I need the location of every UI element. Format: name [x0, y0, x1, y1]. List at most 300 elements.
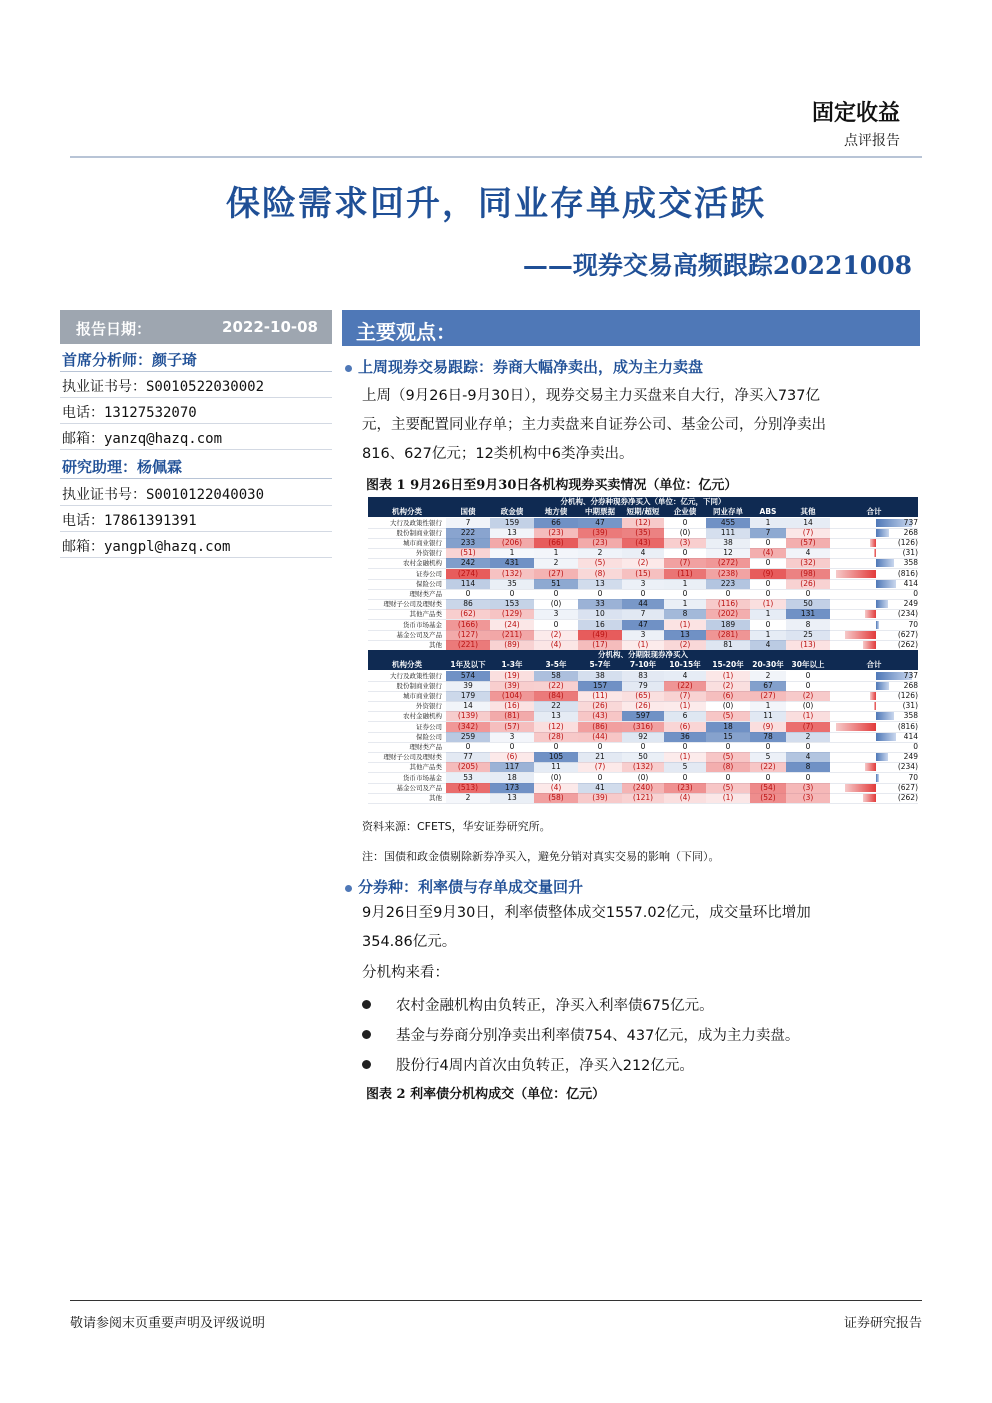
cell-value: (23) — [592, 537, 608, 547]
table-cell — [750, 528, 786, 538]
table-total-cell — [830, 599, 918, 609]
cell-value: (62) — [460, 609, 476, 619]
table-cell — [664, 528, 706, 538]
cell-value: (116) — [717, 599, 739, 609]
cell-value: 大行及政策性银行 — [390, 518, 442, 527]
cell-value: (7) — [802, 721, 814, 731]
table-cell — [664, 640, 706, 650]
table-cell — [578, 671, 622, 681]
cell-value: (17) — [592, 639, 608, 649]
cell-value: (35) — [635, 527, 651, 537]
cell-value: (31) — [902, 548, 918, 558]
table-cell — [622, 579, 664, 589]
table-cell — [578, 569, 622, 579]
cell-value: 其他 — [429, 640, 442, 649]
assistant-email[interactable] — [60, 532, 332, 558]
cell-value: 7 — [465, 517, 471, 527]
cell-value: 268 — [903, 680, 918, 690]
table-cell — [664, 548, 706, 558]
table-cell — [534, 671, 578, 681]
total-bar — [845, 784, 876, 792]
table-cell — [706, 518, 750, 528]
cell-value: 51 — [551, 578, 561, 588]
cell-value: (6) — [679, 721, 691, 731]
cell-value: 47 — [638, 619, 648, 629]
cell-value: (262) — [897, 792, 918, 802]
cell-value: (86) — [592, 721, 608, 731]
table-cell — [786, 711, 830, 721]
chief-analyst-name: 首席分析师：颜子琦 — [62, 351, 198, 369]
cell-value: 城市商业银行 — [403, 538, 442, 547]
point2-line-1: 9月26日至9月30日，利率债整体成交1557.02亿元，成交量环比增加 — [362, 905, 811, 921]
table-cell — [578, 589, 622, 599]
cell-value: (234) — [897, 762, 918, 772]
cell-value: 11 — [551, 762, 561, 772]
source-note: 资料来源：CFETS，华安证券研究所。 — [362, 820, 551, 833]
table-cell — [664, 518, 706, 528]
cell-value: 3 — [509, 731, 515, 741]
point2-line-2: 354.86亿元。 — [362, 934, 457, 950]
cell-value: (132) — [632, 762, 654, 772]
table-cell — [578, 773, 622, 783]
cell-value: 223 — [720, 578, 736, 588]
cell-value: 0 — [765, 772, 771, 782]
table-row-label — [368, 630, 446, 640]
table-header-row — [368, 507, 918, 517]
assistant-heading — [60, 452, 332, 479]
table-cell — [622, 538, 664, 548]
table-cell — [750, 752, 786, 762]
cell-value: 0 — [682, 741, 688, 751]
table-header-cell: 企业债 — [673, 507, 697, 516]
cell-value: 259 — [460, 731, 476, 741]
table-cell — [622, 609, 664, 619]
cell-value: 0 — [765, 588, 771, 598]
total-bar — [876, 621, 879, 629]
point1-heading — [345, 356, 703, 377]
cell-value: 0 — [913, 588, 918, 598]
table-cell — [622, 569, 664, 579]
page-title: 保险需求回升，同业存单成交活跃 — [226, 184, 766, 224]
table1-title: 分机构、分券种现券净买入（单位：亿元，下同） — [368, 497, 918, 507]
table-total-cell — [830, 783, 918, 793]
table-cell — [786, 620, 830, 630]
total-bar — [876, 580, 896, 588]
cell-value: (0) — [722, 701, 734, 711]
cell-value: 574 — [460, 670, 476, 680]
total-bar — [874, 549, 876, 557]
cell-value: (205) — [457, 762, 479, 772]
cell-value: 0 — [725, 588, 731, 598]
bullet-text-3: 股份行4周内首次由负转正，净买入212亿元。 — [396, 1058, 694, 1074]
table-cell — [446, 742, 490, 752]
table-cell — [622, 620, 664, 630]
figure2-caption: 图表 2 利率债分机构成交（单位：亿元） — [366, 1087, 606, 1102]
table-cell — [664, 701, 706, 711]
analyst-email-link[interactable]: 邮箱：yanzq@hazq.com — [62, 431, 223, 447]
cell-value: (27) — [760, 690, 776, 700]
table-cell — [446, 599, 490, 609]
table-cell — [446, 732, 490, 742]
table-total-cell — [830, 609, 918, 619]
table-row-label — [368, 528, 446, 538]
table-cell — [578, 640, 622, 650]
assistant-email-link[interactable]: 邮箱：yangpl@hazq.com — [62, 539, 231, 555]
cell-value: (43) — [635, 537, 651, 547]
table-cell — [622, 783, 664, 793]
table-cell — [664, 762, 706, 772]
cell-value: (8) — [722, 762, 734, 772]
footer-divider — [70, 1300, 922, 1301]
table-cell — [534, 599, 578, 609]
cell-value: 0 — [805, 741, 811, 751]
table-cell — [664, 620, 706, 630]
table-total-cell — [830, 752, 918, 762]
table-cell — [446, 630, 490, 640]
cell-value: (126) — [897, 537, 918, 547]
table-row-label — [368, 538, 446, 548]
cell-value: 农村金融机构 — [403, 712, 442, 721]
table-cell — [786, 681, 830, 691]
table-total-cell — [830, 701, 918, 711]
cell-value: 0 — [465, 588, 471, 598]
table-cell — [490, 711, 534, 721]
assistant-cert-text: 执业证书号：S0010122040030 — [62, 487, 265, 503]
table-total-cell — [830, 691, 918, 701]
cell-value: 58 — [551, 670, 561, 680]
cell-value: 8 — [682, 609, 688, 619]
cell-value: (4) — [762, 548, 774, 558]
cell-value: (13) — [800, 639, 816, 649]
cell-value: 3 — [553, 609, 559, 619]
cell-value: (39) — [592, 527, 608, 537]
cell-value: 0 — [640, 741, 646, 751]
table-total-cell — [830, 762, 918, 772]
cell-value: 0 — [805, 680, 811, 690]
total-bar — [876, 753, 888, 761]
table-cell — [490, 722, 534, 732]
cell-value: (1) — [762, 599, 774, 609]
cell-value: (52) — [760, 792, 776, 802]
cell-value: 268 — [903, 527, 918, 537]
cell-value: 0 — [725, 772, 731, 782]
table-cell — [750, 569, 786, 579]
cell-value: 39 — [463, 680, 473, 690]
cell-value: 1 — [765, 629, 771, 639]
table-cell — [490, 732, 534, 742]
cell-value: (262) — [897, 639, 918, 649]
table-row-label — [368, 783, 446, 793]
cell-value: 8 — [805, 619, 811, 629]
cell-value: (12) — [548, 721, 564, 731]
table-cell — [706, 671, 750, 681]
table-cell — [490, 518, 534, 528]
table-cell — [664, 773, 706, 783]
table-cell — [786, 569, 830, 579]
table-cell — [534, 691, 578, 701]
cell-value: 0 — [805, 772, 811, 782]
table-cell — [622, 630, 664, 640]
cell-value: 0 — [765, 558, 771, 568]
table-header-cell: 同业存单 — [713, 507, 743, 516]
cell-value: (54) — [760, 782, 776, 792]
cell-value: 0 — [765, 741, 771, 751]
table-cell — [664, 558, 706, 568]
table-cell — [786, 640, 830, 650]
table-total-cell — [830, 773, 918, 783]
analyst-phone-text: 电话：13127532070 — [62, 405, 197, 421]
table-cell — [750, 773, 786, 783]
table-header-cell: 20-30年 — [752, 660, 784, 669]
cell-value: 大行及政策性银行 — [390, 671, 442, 680]
table-cell — [664, 681, 706, 691]
cell-value: (1) — [679, 619, 691, 629]
cell-value: (166) — [457, 619, 479, 629]
cell-value: 1 — [765, 517, 771, 527]
cell-value: 70 — [908, 619, 918, 629]
total-bar — [874, 702, 876, 710]
table-row-label — [368, 671, 446, 681]
table-cell — [664, 569, 706, 579]
cell-value: 0 — [597, 588, 603, 598]
cell-value: (132) — [501, 568, 523, 578]
table-cell — [446, 681, 490, 691]
total-bar — [870, 692, 876, 700]
table-cell — [446, 558, 490, 568]
cell-value: 4 — [682, 670, 688, 680]
cell-value: 13 — [551, 711, 561, 721]
table-header-cell: ABS — [759, 507, 777, 516]
cell-value: (65) — [635, 690, 651, 700]
cell-value: 0 — [682, 517, 688, 527]
cell-value: 105 — [548, 752, 564, 762]
table-cell — [578, 732, 622, 742]
cell-value: (39) — [592, 792, 608, 802]
cell-value: 5 — [765, 752, 771, 762]
cell-value: 86 — [463, 599, 473, 609]
cell-value: 0 — [805, 670, 811, 680]
table-cell — [786, 599, 830, 609]
table-cell — [534, 773, 578, 783]
table-cell — [490, 548, 534, 558]
table-cell — [578, 793, 622, 803]
cell-value: (5) — [594, 558, 606, 568]
cell-value: (126) — [897, 690, 918, 700]
table-cell — [664, 589, 706, 599]
table-cell — [664, 579, 706, 589]
cell-value: 189 — [720, 619, 736, 629]
table-cell — [750, 742, 786, 752]
table-cell — [750, 609, 786, 619]
analyst-cert-text: 执业证书号：S0010522030002 — [62, 379, 265, 395]
table-cell — [664, 691, 706, 701]
table-cell — [750, 732, 786, 742]
cell-value: (19) — [504, 670, 520, 680]
cell-value: 131 — [800, 609, 816, 619]
table-cell — [446, 589, 490, 599]
table-cell — [578, 609, 622, 619]
cell-value: 外资银行 — [416, 549, 442, 558]
cell-value: (240) — [632, 782, 654, 792]
cell-value: (9) — [762, 568, 774, 578]
cell-value: (4) — [550, 639, 562, 649]
table-cell — [706, 538, 750, 548]
table-cell — [622, 518, 664, 528]
cell-value: 358 — [903, 711, 918, 721]
cell-value: 保险公司 — [416, 579, 442, 588]
table-cell — [622, 640, 664, 650]
cell-value: 0 — [913, 741, 918, 751]
table-cell — [534, 732, 578, 742]
cell-value: (49) — [592, 629, 608, 639]
cell-value: 4 — [805, 752, 811, 762]
table2-title: 分机构、分期限现券净买入 — [368, 650, 918, 660]
table-cell — [786, 579, 830, 589]
table-cell — [786, 538, 830, 548]
cell-value: 35 — [507, 578, 517, 588]
cell-value: 38 — [595, 670, 605, 680]
total-bar — [836, 723, 876, 731]
table-row-label — [368, 589, 446, 599]
table-header-cell: 15-20年 — [712, 660, 744, 669]
table-header-cell: 1-3年 — [501, 660, 523, 669]
cell-value: 理财类产品 — [409, 742, 442, 751]
cell-value: 53 — [463, 772, 473, 782]
cell-value: 2 — [597, 548, 603, 558]
table-row-label — [368, 793, 446, 803]
cell-value: (3) — [679, 537, 691, 547]
table-cell — [706, 701, 750, 711]
table-cell — [706, 558, 750, 568]
table-cell — [534, 630, 578, 640]
point1-paragraph — [362, 382, 922, 469]
table-cell — [490, 752, 534, 762]
table-cell — [534, 538, 578, 548]
table-cell — [706, 528, 750, 538]
cell-value: (5) — [722, 711, 734, 721]
cell-value: (2) — [802, 690, 814, 700]
cell-value: 0 — [765, 619, 771, 629]
table-cell — [490, 773, 534, 783]
table-cell — [578, 620, 622, 630]
cell-value: 41 — [595, 782, 605, 792]
bullet-text-1: 农村金融机构由负转正，净买入利率债675亿元。 — [396, 998, 714, 1014]
cell-value: 157 — [592, 680, 608, 690]
table-total-cell — [830, 569, 918, 579]
table-cell — [578, 630, 622, 640]
total-bar — [863, 641, 876, 649]
cell-value: (281) — [717, 629, 739, 639]
cell-value: 242 — [460, 558, 476, 568]
chief-analyst-heading — [60, 345, 332, 372]
cell-value: 1 — [765, 609, 771, 619]
cell-value: 36 — [680, 731, 690, 741]
table-cell — [446, 548, 490, 558]
table-cell — [750, 640, 786, 650]
table-cell — [750, 681, 786, 691]
point2-paragraph — [362, 899, 922, 957]
cell-value: (272) — [717, 558, 739, 568]
table-cell — [490, 620, 534, 630]
table-header-cell: 5-7年 — [589, 660, 611, 669]
table-cell — [446, 722, 490, 732]
table-cell — [622, 599, 664, 609]
table-cell — [664, 671, 706, 681]
cell-value: 117 — [504, 762, 520, 772]
table-cell — [706, 773, 750, 783]
report-date-value: 2022-10-08 — [222, 318, 318, 336]
table-cell — [490, 538, 534, 548]
table-cell — [446, 671, 490, 681]
cell-value: (81) — [504, 711, 520, 721]
cell-value: 6 — [682, 711, 688, 721]
table-cell — [750, 518, 786, 528]
cell-value: (6) — [506, 752, 518, 762]
table-cell — [786, 752, 830, 762]
cell-value: 0 — [682, 548, 688, 558]
cell-value: 0 — [553, 619, 559, 629]
table-cell — [622, 732, 664, 742]
analyst-email[interactable] — [60, 424, 332, 450]
cell-value: (0) — [550, 772, 562, 782]
cell-value: 8 — [805, 762, 811, 772]
cell-value: 0 — [465, 741, 471, 751]
cell-value: 14 — [803, 517, 813, 527]
cell-value: (202) — [717, 609, 739, 619]
table-cell — [706, 722, 750, 732]
table-cell — [664, 609, 706, 619]
cell-value: (1) — [722, 670, 734, 680]
cell-value: (7) — [802, 527, 814, 537]
table-cell — [534, 548, 578, 558]
table-cell — [490, 681, 534, 691]
table-cell — [706, 579, 750, 589]
cell-value: (7) — [679, 558, 691, 568]
table-cell — [750, 558, 786, 568]
table-cell — [706, 640, 750, 650]
table-row-label — [368, 569, 446, 579]
table-cell — [664, 538, 706, 548]
cell-value: 0 — [509, 588, 515, 598]
table-row-label — [368, 752, 446, 762]
cell-value: 5 — [682, 762, 688, 772]
table-total-cell — [830, 589, 918, 599]
table-cell — [750, 793, 786, 803]
cell-value: 11 — [763, 711, 773, 721]
cell-value: 18 — [507, 772, 517, 782]
table-cell — [622, 589, 664, 599]
table-cell — [786, 722, 830, 732]
cell-value: 13 — [507, 527, 517, 537]
cell-value: (7) — [679, 690, 691, 700]
cell-value: 2 — [765, 670, 771, 680]
bullet-dot-icon — [362, 1000, 371, 1009]
cell-value: 0 — [805, 588, 811, 598]
total-bar — [876, 682, 889, 690]
cell-value: 0 — [640, 588, 646, 598]
cell-value: (43) — [592, 711, 608, 721]
cell-value: (0) — [679, 527, 691, 537]
cell-value: 其他 — [429, 793, 442, 802]
cell-value: 358 — [903, 558, 918, 568]
total-bar — [876, 600, 888, 608]
table-cell — [578, 518, 622, 528]
assistant-phone — [60, 506, 332, 532]
cell-value: 基金公司及产品 — [396, 783, 442, 792]
table-cell — [706, 630, 750, 640]
table-row-label — [368, 620, 446, 630]
cell-value: (11) — [592, 690, 608, 700]
